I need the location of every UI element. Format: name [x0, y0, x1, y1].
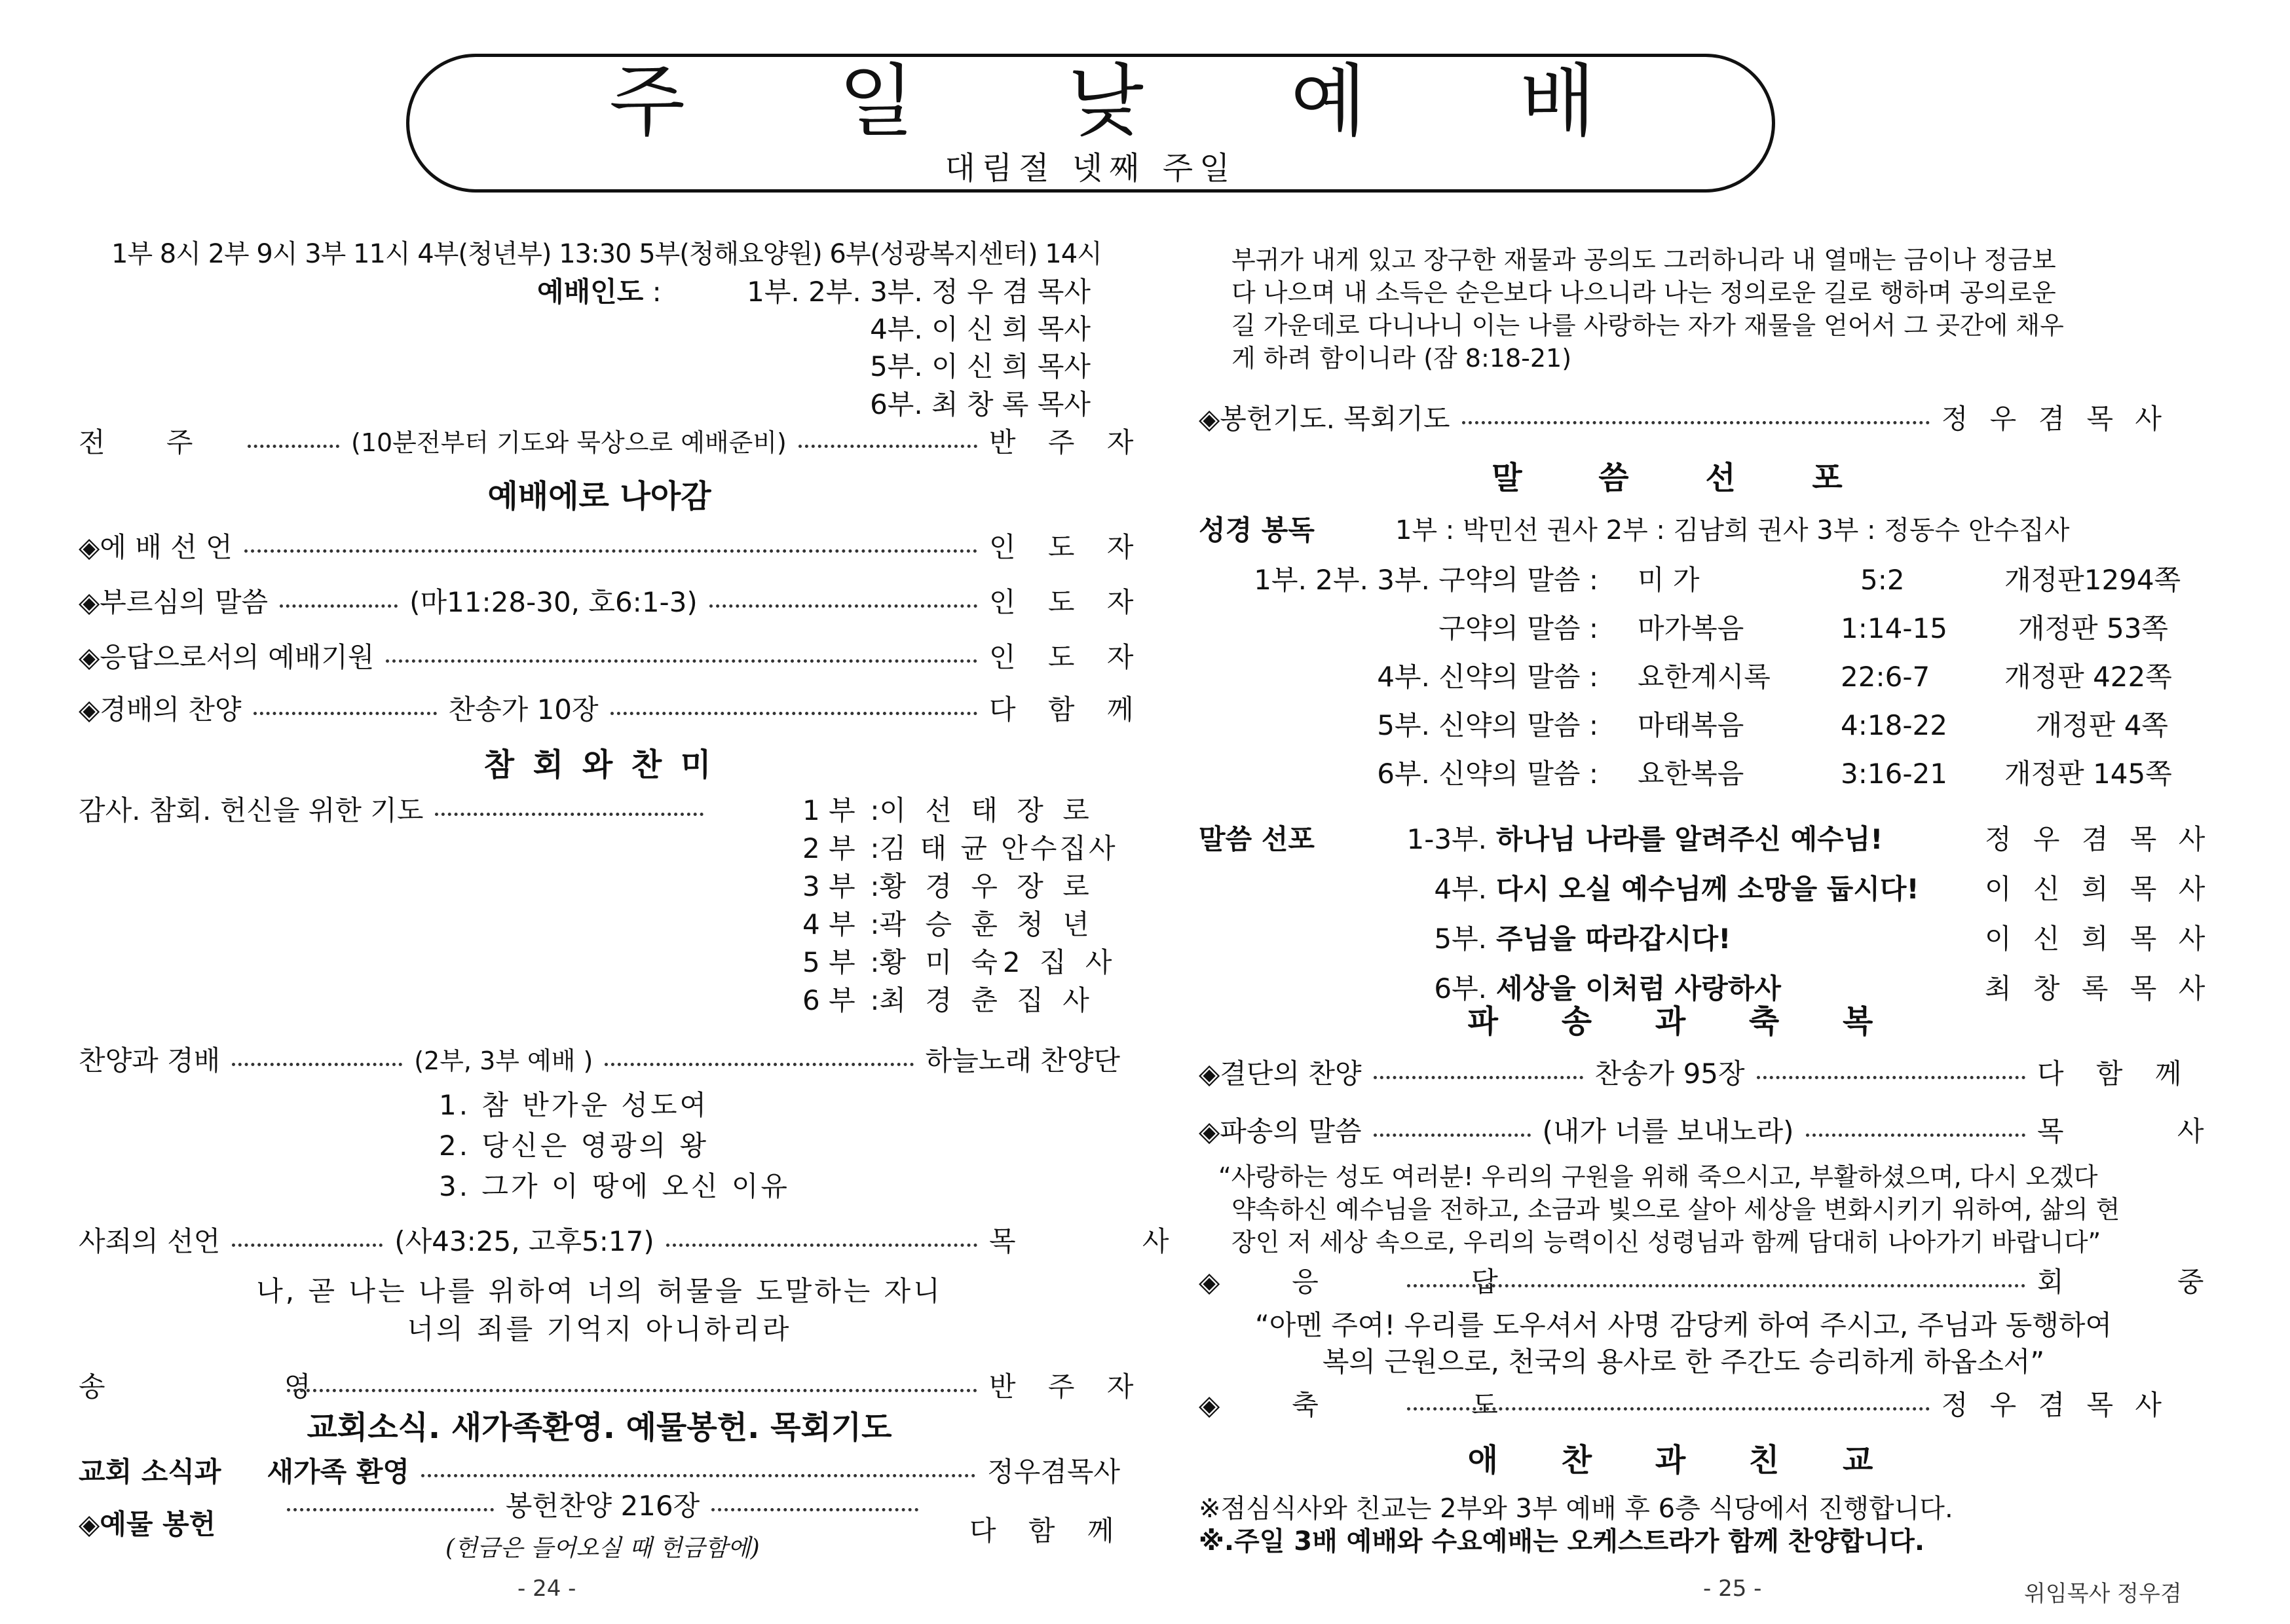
reading-entry: 1부. 2부. 3부. 구약의 말씀 : 미 가 5:2 개정판1294쪽	[1254, 564, 2181, 596]
sermon-entry: 4부. 다시 오실 예수님께 소망을 둡시다! 이 신 희 목 사	[1434, 873, 2212, 905]
hymn-row	[1199, 1056, 2194, 1092]
item-by: 목 사	[2037, 1115, 2257, 1147]
item-by: 반 주 자	[989, 426, 1146, 458]
section-heading: 파 송 과 축 복	[1467, 1003, 1900, 1040]
sermon-entry: 5부. 주님을 따라갑시다! 이 신 희 목 사	[1434, 923, 2212, 955]
page-title	[406, 56, 1775, 148]
reading-entry: 4부. 신약의 말씀 : 요한계시록 22:6-7 개정판 422쪽	[1377, 661, 2172, 693]
item-label: 송 영	[79, 1371, 396, 1403]
leaders-label: 예배인도	[537, 276, 644, 308]
item-by: 다 함 께	[989, 693, 1146, 726]
prayer-entry: 2 부 : 김 태 균 안수집사	[802, 832, 1118, 864]
section-heading: 참 회 와 찬 미	[483, 747, 715, 783]
title-char: 낮	[1068, 56, 1144, 147]
item-label: 전 주	[79, 426, 219, 458]
note-line: ※점심식사와 친교는 2부와 3부 예배 후 6층 식당에서 진행합니다.	[1199, 1494, 1953, 1524]
offering-by: 다 함 께	[969, 1515, 1126, 1547]
item-by: 회 중	[2037, 1266, 2257, 1298]
dot-leader	[435, 813, 704, 816]
dot-leader	[711, 1508, 918, 1511]
item-label: 사죄의 선언	[79, 1225, 221, 1257]
absolution-text: 나, 곧 나는 나를 위하여 너의 허물을 도말하는 자니	[256, 1275, 943, 1307]
readings-table	[1199, 562, 2181, 804]
item-label: 찬양과 경배	[79, 1044, 221, 1077]
news-row	[79, 1454, 1120, 1490]
dot-leader	[666, 1244, 977, 1247]
item-by: 다 함 께	[2037, 1058, 2194, 1090]
scripture-quote: 부귀가 내게 있고 장구한 재물과 공의도 그러하니라 내 열매는 금이나 정금보 다 나으며 내 소득은 순은보다 나으니라 나는 정의로운 길로 행하며 공의로운 길 가운데로 다니나니 이는 나를 사랑하는 자가 재물을 얻어서 그 곳간에 채우 게 하려 함이니라 (잠 8:18-21)	[1231, 246, 2064, 373]
sending-row	[1199, 1113, 2257, 1150]
reading-entry: 구약의 말씀 : 마가복음 1:14-15 개정판 53쪽	[1438, 612, 2168, 644]
item-by: 정우겸목사	[987, 1456, 1120, 1488]
dot-leader	[1407, 1284, 2025, 1287]
prayer-list	[802, 792, 1129, 1020]
note-line: ※.주일 3배 예배와 수요예배는 오케스트라가 함께 찬양합니다.	[1199, 1526, 1925, 1557]
item-detail: (2부, 3부 예배 )	[414, 1046, 593, 1075]
leader-line: 4부. 이 신 희 목사	[870, 313, 1091, 345]
item-label: ◈축 도	[1199, 1389, 1570, 1421]
item-by: 인 도 자	[989, 531, 1146, 563]
item-detail: 찬송가 95장	[1594, 1058, 1745, 1090]
dot-leader	[287, 1508, 494, 1511]
dot-leader	[605, 1063, 913, 1066]
item-detail: (마11:28-30, 호6:1-3)	[409, 586, 698, 618]
item-label: ◈경배의 찬양	[79, 693, 242, 726]
item-label: 새가족 환영	[267, 1456, 409, 1488]
dot-leader	[253, 712, 437, 715]
prayer-entry: 4 부 : 곽 승 훈 청 년	[802, 908, 1095, 940]
item-detail: (사43:25, 고후5:17)	[394, 1225, 654, 1257]
sermons-table	[1382, 821, 2212, 1012]
item-by: 하늘노래 찬양단	[925, 1044, 1120, 1077]
section-heading: 교회소식. 새가족환영. 예물봉헌. 목회기도	[307, 1409, 892, 1446]
item-by: 인 도 자	[989, 586, 1146, 618]
section-heading: 예배에로 나아감	[487, 478, 711, 515]
dot-leader	[244, 549, 977, 553]
reading-entry: 5부. 신약의 말씀 : 마태복음 4:18-22 개정판 4쪽	[1377, 709, 2168, 741]
leaders-label-line: 예배인도 :	[537, 276, 662, 308]
item-label: ◈파송의 말씀	[1199, 1115, 1362, 1147]
praise-song: 2. 당신은 영광의 왕	[439, 1130, 709, 1162]
title-char: 주	[609, 56, 685, 147]
sermon-entry: 1-3부. 하나님 나라를 알려주신 예수님! 정 우 겸 목 사	[1406, 823, 2212, 855]
order-row	[79, 584, 1146, 621]
item-detail: 봉헌찬양 216장	[505, 1490, 700, 1522]
item-label: ◈부르심의 말씀	[79, 586, 269, 618]
praise-song: 1. 참 반가운 성도여	[439, 1089, 709, 1121]
blessing-row	[1199, 1387, 2168, 1424]
item-label: ◈봉헌기도. 목회기도	[1199, 403, 1450, 435]
sermon-label: 말씀 선포	[1199, 823, 1315, 855]
page-number: - 25 -	[1703, 1576, 1762, 1602]
item-by: 정 우 겸 목 사	[1941, 1389, 2168, 1421]
dot-leader	[1374, 1134, 1531, 1137]
offering-note: (헌금은 들어오실 때 헌금함에)	[445, 1535, 760, 1562]
dot-leader	[798, 445, 977, 448]
praise-row	[79, 1043, 1120, 1079]
response-row	[1199, 1264, 2257, 1301]
item-detail: (내가 너를 보내노라)	[1542, 1115, 1794, 1147]
order-row	[79, 692, 1146, 728]
reading-row	[1199, 512, 2168, 549]
dot-leader	[610, 712, 977, 715]
dot-leader	[1806, 1134, 2025, 1137]
item-label: 교회 소식과	[79, 1456, 221, 1488]
dot-leader	[1374, 1076, 1583, 1079]
subtitle: 대림절 넷째 주일	[945, 150, 1237, 187]
item-label: ◈응 답	[1199, 1266, 1570, 1298]
dot-leader	[1757, 1076, 2025, 1079]
leader-line: 6부. 최 창 록 목사	[870, 388, 1091, 420]
dot-leader	[280, 604, 398, 608]
item-label: ◈결단의 찬양	[1199, 1058, 1362, 1090]
item-by: 인 도 자	[989, 641, 1146, 673]
prayer-entry: 3 부 : 황 경 우 장 로	[802, 870, 1095, 902]
response-text: “아멘 주여! 우리를 도우셔서 사명 감당케 하여 주시고, 주님과 동행하여	[1254, 1309, 2112, 1341]
leader-line: 1부. 2부. 3부. 정 우 겸 목사	[747, 276, 1091, 308]
dot-leader	[421, 1474, 975, 1477]
section-heading: 애 찬 과 친 교	[1467, 1442, 1900, 1479]
absolution-row	[79, 1223, 1228, 1260]
dot-leader	[287, 1389, 977, 1392]
doxology-row	[79, 1369, 1146, 1405]
item-label: ◈응답으로서의 예배기원	[79, 641, 375, 673]
offering-prayer-row	[1199, 401, 2168, 437]
footer-pastor: 위임목사 정우겸	[2024, 1581, 2182, 1607]
item-by: 목 사	[989, 1225, 1228, 1257]
dot-leader	[709, 604, 977, 608]
item-label: 성경 봉독	[1199, 514, 1315, 546]
prayer-entry: 5 부 : 황 미 숙2 집 사	[802, 946, 1117, 978]
dot-leader	[232, 1244, 383, 1247]
item-by: 정 우 겸 목 사	[1941, 403, 2168, 435]
item-by: 반 주 자	[989, 1371, 1146, 1403]
service-schedule: 1부 8시 2부 9시 3부 11시 4부(청년부) 13:30 5부(청해요양원) 6부(성광복지센터) 14시	[111, 239, 1102, 269]
order-row	[79, 639, 1146, 676]
dot-leader	[248, 445, 339, 448]
title-char: 예	[1290, 56, 1366, 147]
prayer-entry: 1 부 : 이 선 태 장 로	[802, 794, 1095, 826]
prelude-row	[79, 424, 1146, 461]
sending-text: “사랑하는 성도 여러분! 우리의 구원을 위해 죽으시고, 부활하셨으며, 다시 오겠다 약속하신 예수님을 전하고, 소금과 빛으로 살아 세상을 변화시키기 위하여, 삶의 현 장인 저 세상 속으로, 우리의 능력이신 성령님과 함께 담대히 나아가기 바랍니다”	[1218, 1162, 2120, 1257]
dot-leader	[1407, 1407, 1930, 1411]
response-text: 복의 근원으로, 천국의 용사로 한 주간도 승리하게 하옵소서”	[1322, 1346, 2045, 1378]
prayer-entry: 6 부 : 최 경 춘 집 사	[802, 984, 1095, 1016]
leader-line: 5부. 이 신 희 목사	[870, 350, 1091, 382]
section-heading: 말 씀 선 포	[1492, 460, 1875, 496]
title-char: 배	[1520, 56, 1596, 147]
offering-detail-row	[275, 1488, 930, 1524]
page-number: - 24 -	[517, 1576, 576, 1602]
praise-song: 3. 그가 이 땅에 오신 이유	[439, 1170, 790, 1202]
sermon-entry: 6부. 세상을 이처럼 사랑하사 최 창 록 목 사	[1434, 972, 2212, 1005]
order-row	[79, 529, 1146, 566]
dot-leader	[232, 1063, 402, 1066]
dot-leader	[1462, 421, 1930, 424]
title-char: 일	[838, 56, 914, 147]
absolution-text: 너의 죄를 기억지 아니하리라	[407, 1313, 792, 1345]
item-label: ◈에 배 선 언	[79, 531, 233, 563]
reading-entry: 6부. 신약의 말씀 : 요한복음 3:16-21 개정판 145쪽	[1377, 758, 2172, 790]
offering-label: ◈예물 봉헌	[79, 1508, 216, 1540]
item-detail: 찬송가 10장	[448, 693, 599, 726]
item-label: 감사. 참회. 헌신을 위한 기도	[79, 794, 424, 826]
dot-leader	[386, 659, 977, 663]
item-detail: 1부 : 박민선 권사 2부 : 김남희 권사 3부 : 정동수 안수집사	[1395, 515, 2070, 545]
item-detail: (10분전부터 기도와 묵상으로 예배준비)	[351, 428, 787, 457]
